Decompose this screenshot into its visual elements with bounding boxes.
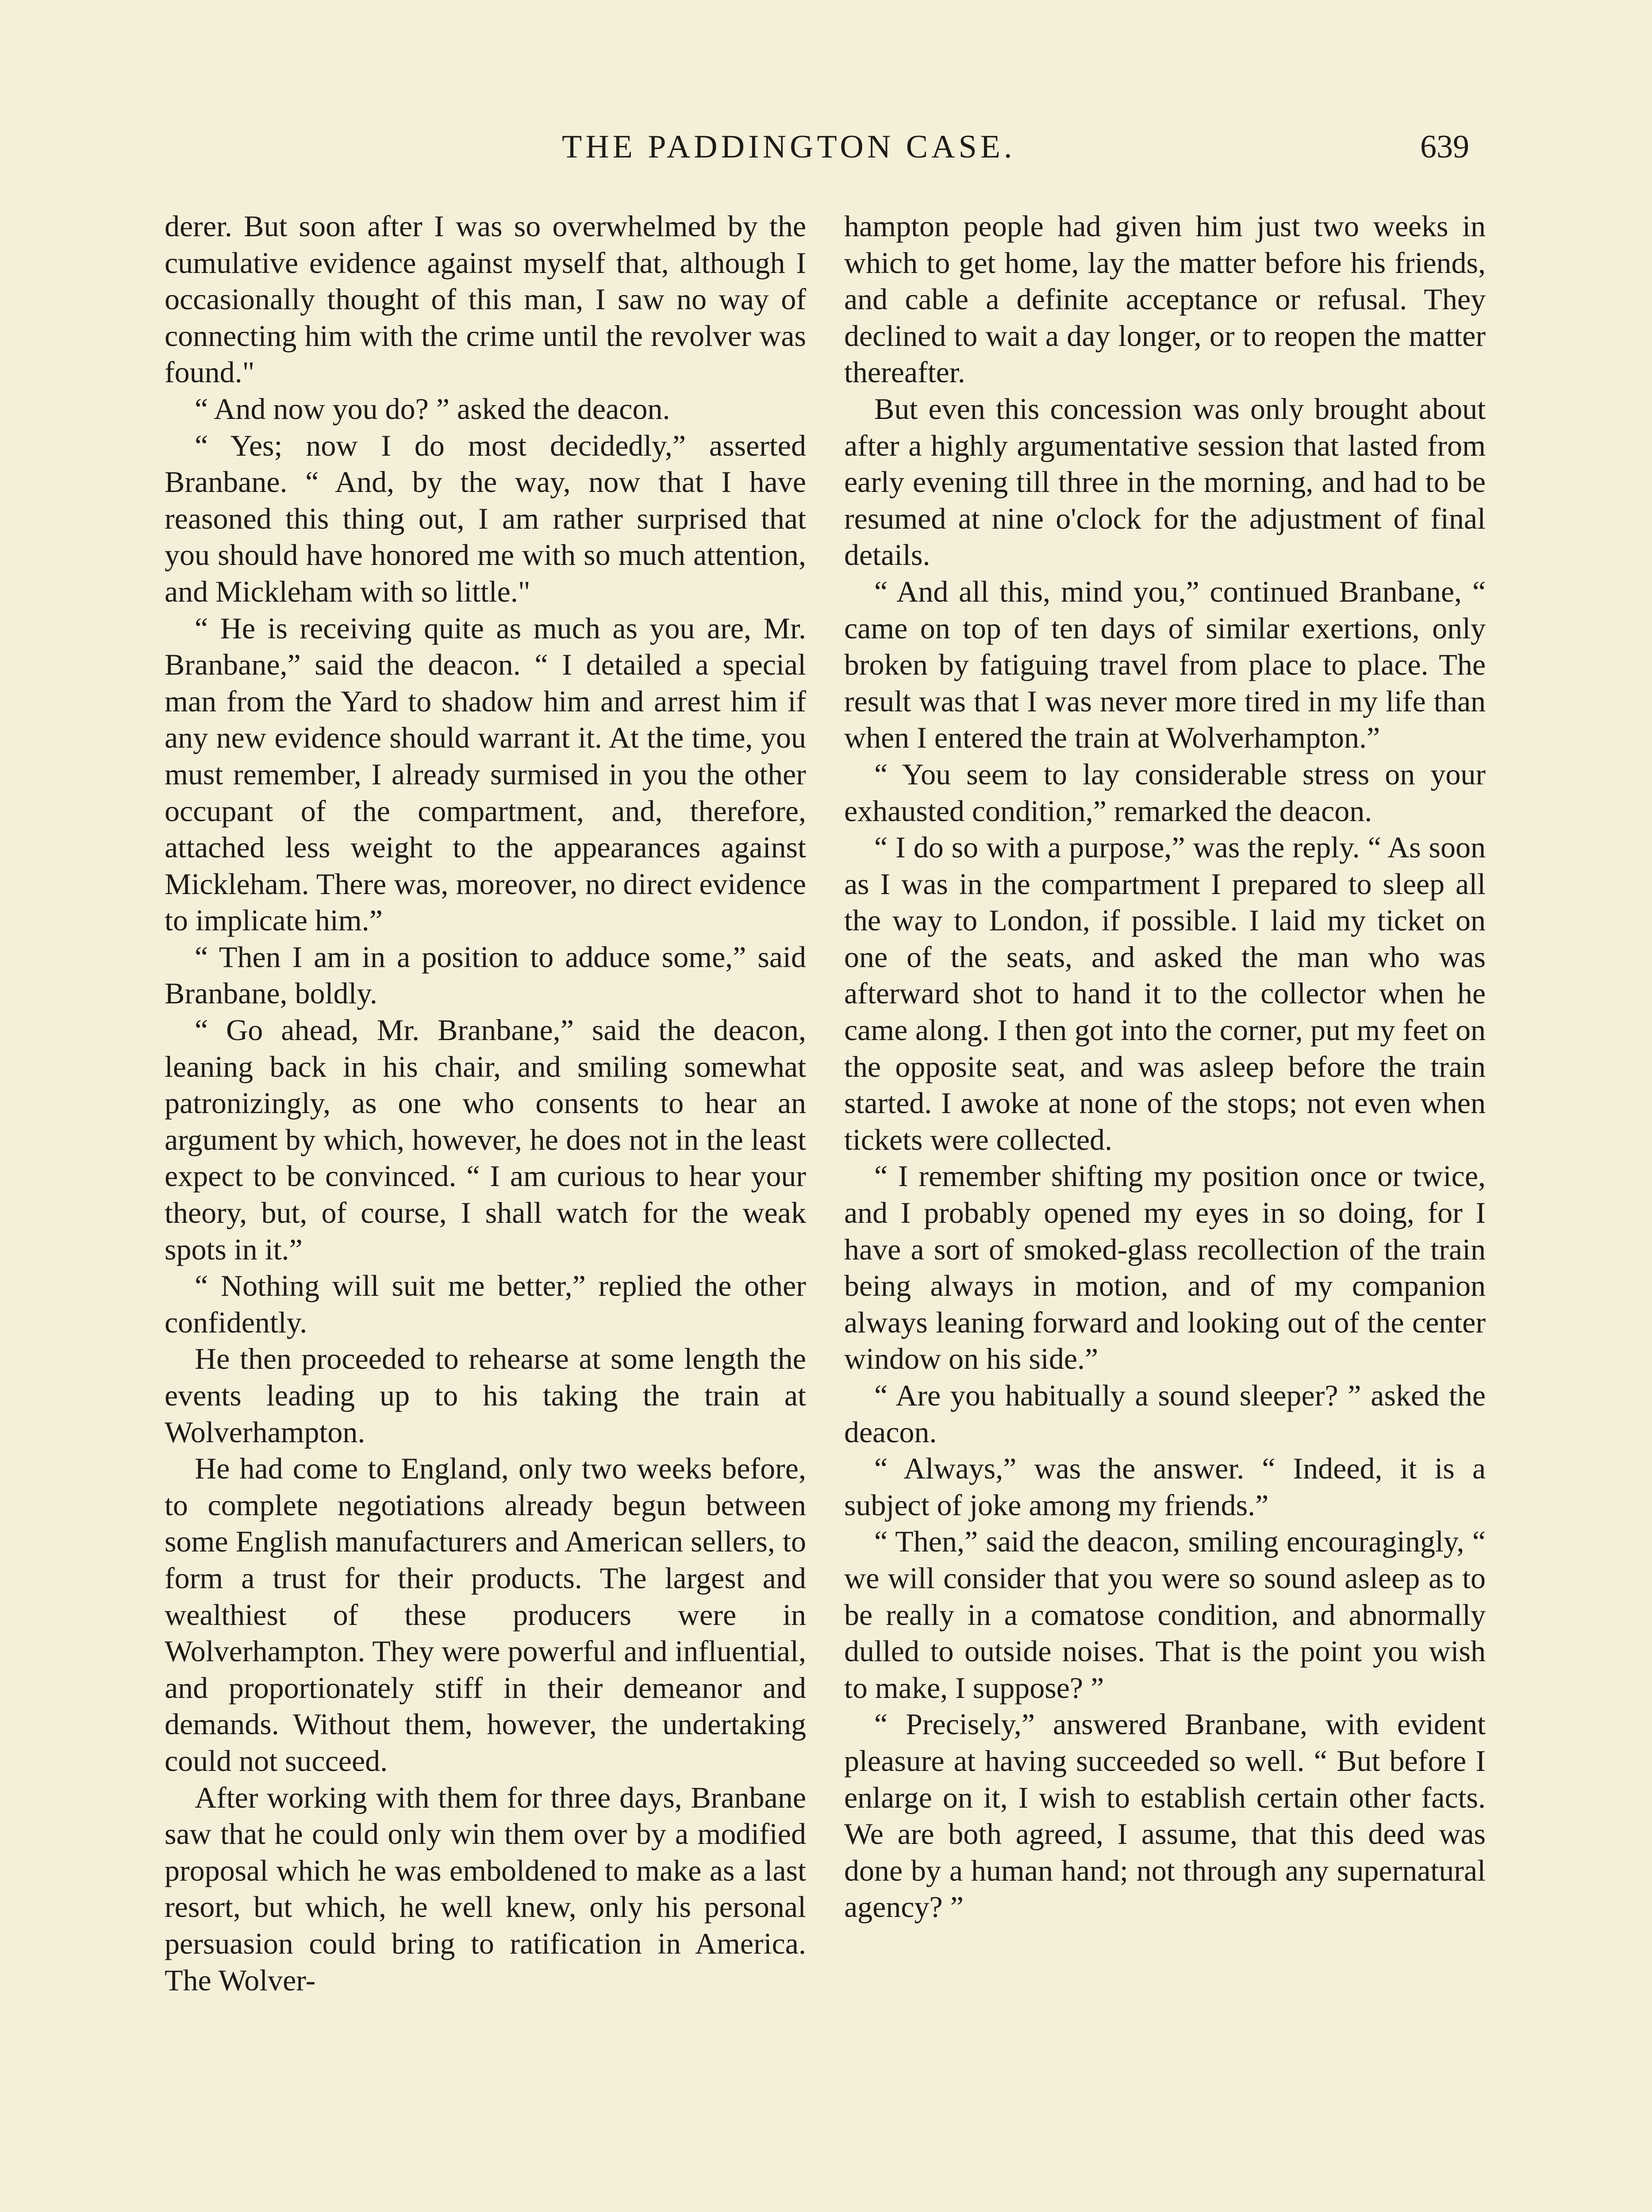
paragraph: “ Then,” said the deacon, smiling encouragingly, “ we will consider that you were so sound asleep as to be really in a comatose condition, and abnormally dulled to outside noises. That is the point you wish to make, I suppose? ” (844, 1525, 1486, 1705)
paragraph: “ You seem to lay considerable stress on your exhausted condition,” remarked the deacon. (844, 757, 1486, 828)
paragraph: He then proceeded to rehearse at some length the events leading up to his taking the train at Wolverhampton. (165, 1342, 806, 1449)
left-column (165, 208, 806, 1998)
paragraph: “ I remember shifting my position once or twice, and I probably opened my eyes in so doing, for I have a sort of smoked-glass recollection of the train being always in motion, and of my companion always leaning forward and looking out of the center window on his side.” (844, 1159, 1486, 1376)
paragraph: But even this concession was only brought about after a highly argumentative session that lasted from early evening till three in the morning, and had to be resumed at nine o'clock for the adjustment of final details. (844, 392, 1486, 572)
page-number: 639 (1420, 129, 1469, 165)
paragraph: “ Are you habitually a sound sleeper? ” asked the deacon. (844, 1379, 1486, 1449)
paragraph: “ Go ahead, Mr. Branbane,” said the deacon, leaning back in his chair, and smiling somewhat patronizingly, as one who consents to hear an argument by which, however, he does not in the least expect to be convinced. “ I am curious to hear your theory, but, of course, I shall watch for the weak spots in it.” (165, 1013, 806, 1266)
paragraph: “ I do so with a purpose,” was the reply. “ As soon as I was in the compartment I prepared to sleep all the way to London, if possible. I laid my ticket on one of the seats, and asked the man who was afterward shot to hand it to the collector when he came along. I then got into the corner, put my feet on the opposite seat, and was asleep before the train started. I awoke at none of the stops; not even when tickets were collected. (844, 830, 1486, 1156)
paragraph: He had come to England, only two weeks before, to complete negotiations already begun between some English manufacturers and American sellers, to form a trust for their products. The largest and wealthiest of these producers were in Wolverhampton. They were powerful and influential, and proportionately stiff in their demeanor and demands. Without them, however, the undertaking could not succeed. (165, 1452, 806, 1778)
paragraph: “ Yes; now I do most decidedly,” asserted Branbane. “ And, by the way, now that I have reasoned this thing out, I am rather surprised that you should have honored me with so much attention, and Mickleham with so little." (165, 428, 806, 608)
paragraph: hampton people had given him just two weeks in which to get home, lay the matter before his friends, and cable a definite acceptance or refusal. They declined to wait a day longer, or to reopen the matter thereafter. (844, 209, 1486, 389)
paragraph: “ Always,” was the answer. “ Indeed, it is a subject of joke among my friends.” (844, 1452, 1486, 1522)
paragraph: “ Precisely,” answered Branbane, with evident pleasure at having succeeded so well. “ But before I enlarge on it, I wish to establish certain other facts. We are both agreed, I assume, that this deed was done by a human hand; not through any supernatural agency? ” (844, 1707, 1486, 1924)
right-column (844, 208, 1486, 1925)
paragraph: “ And now you do? ” asked the deacon. (195, 392, 670, 426)
paragraph: “ He is receiving quite as much as you are, Mr. Branbane,” said the deacon. “ I detailed a special man from the Yard to shadow him and arrest him if any new evidence should warrant it. At the time, you must remember, I already surmised in you the other occupant of the compartment, and, therefore, attached less weight to the appearances against Mickleham. There was, moreover, no direct evidence to implicate him.” (165, 611, 806, 937)
running-title: THE PADDINGTON CASE. (562, 129, 1016, 165)
paragraph: derer. But soon after I was so overwhelmed by the cumulative evidence against myself that, although I occasionally thought of this man, I saw no way of connecting him with the crime until the revolver was found." (165, 209, 806, 389)
paragraph: “ And all this, mind you,” continued Branbane, “ came on top of ten days of similar exertions, only broken by fatiguing travel from place to place. The result was that I was never more tired in my life than when I entered the train at Wolverhampton.” (844, 574, 1486, 755)
paragraph: After working with them for three days, Branbane saw that he could only win them over by a modified proposal which he was emboldened to make as a last resort, but which, he well knew, only his personal persuasion could bring to ratification in America. The Wolver- (165, 1780, 806, 1997)
paragraph: “ Then I am in a position to adduce some,” said Branbane, boldly. (165, 940, 806, 1010)
paragraph: “ Nothing will suit me better,” replied the other confidently. (165, 1269, 806, 1339)
page-header (0, 128, 1652, 181)
